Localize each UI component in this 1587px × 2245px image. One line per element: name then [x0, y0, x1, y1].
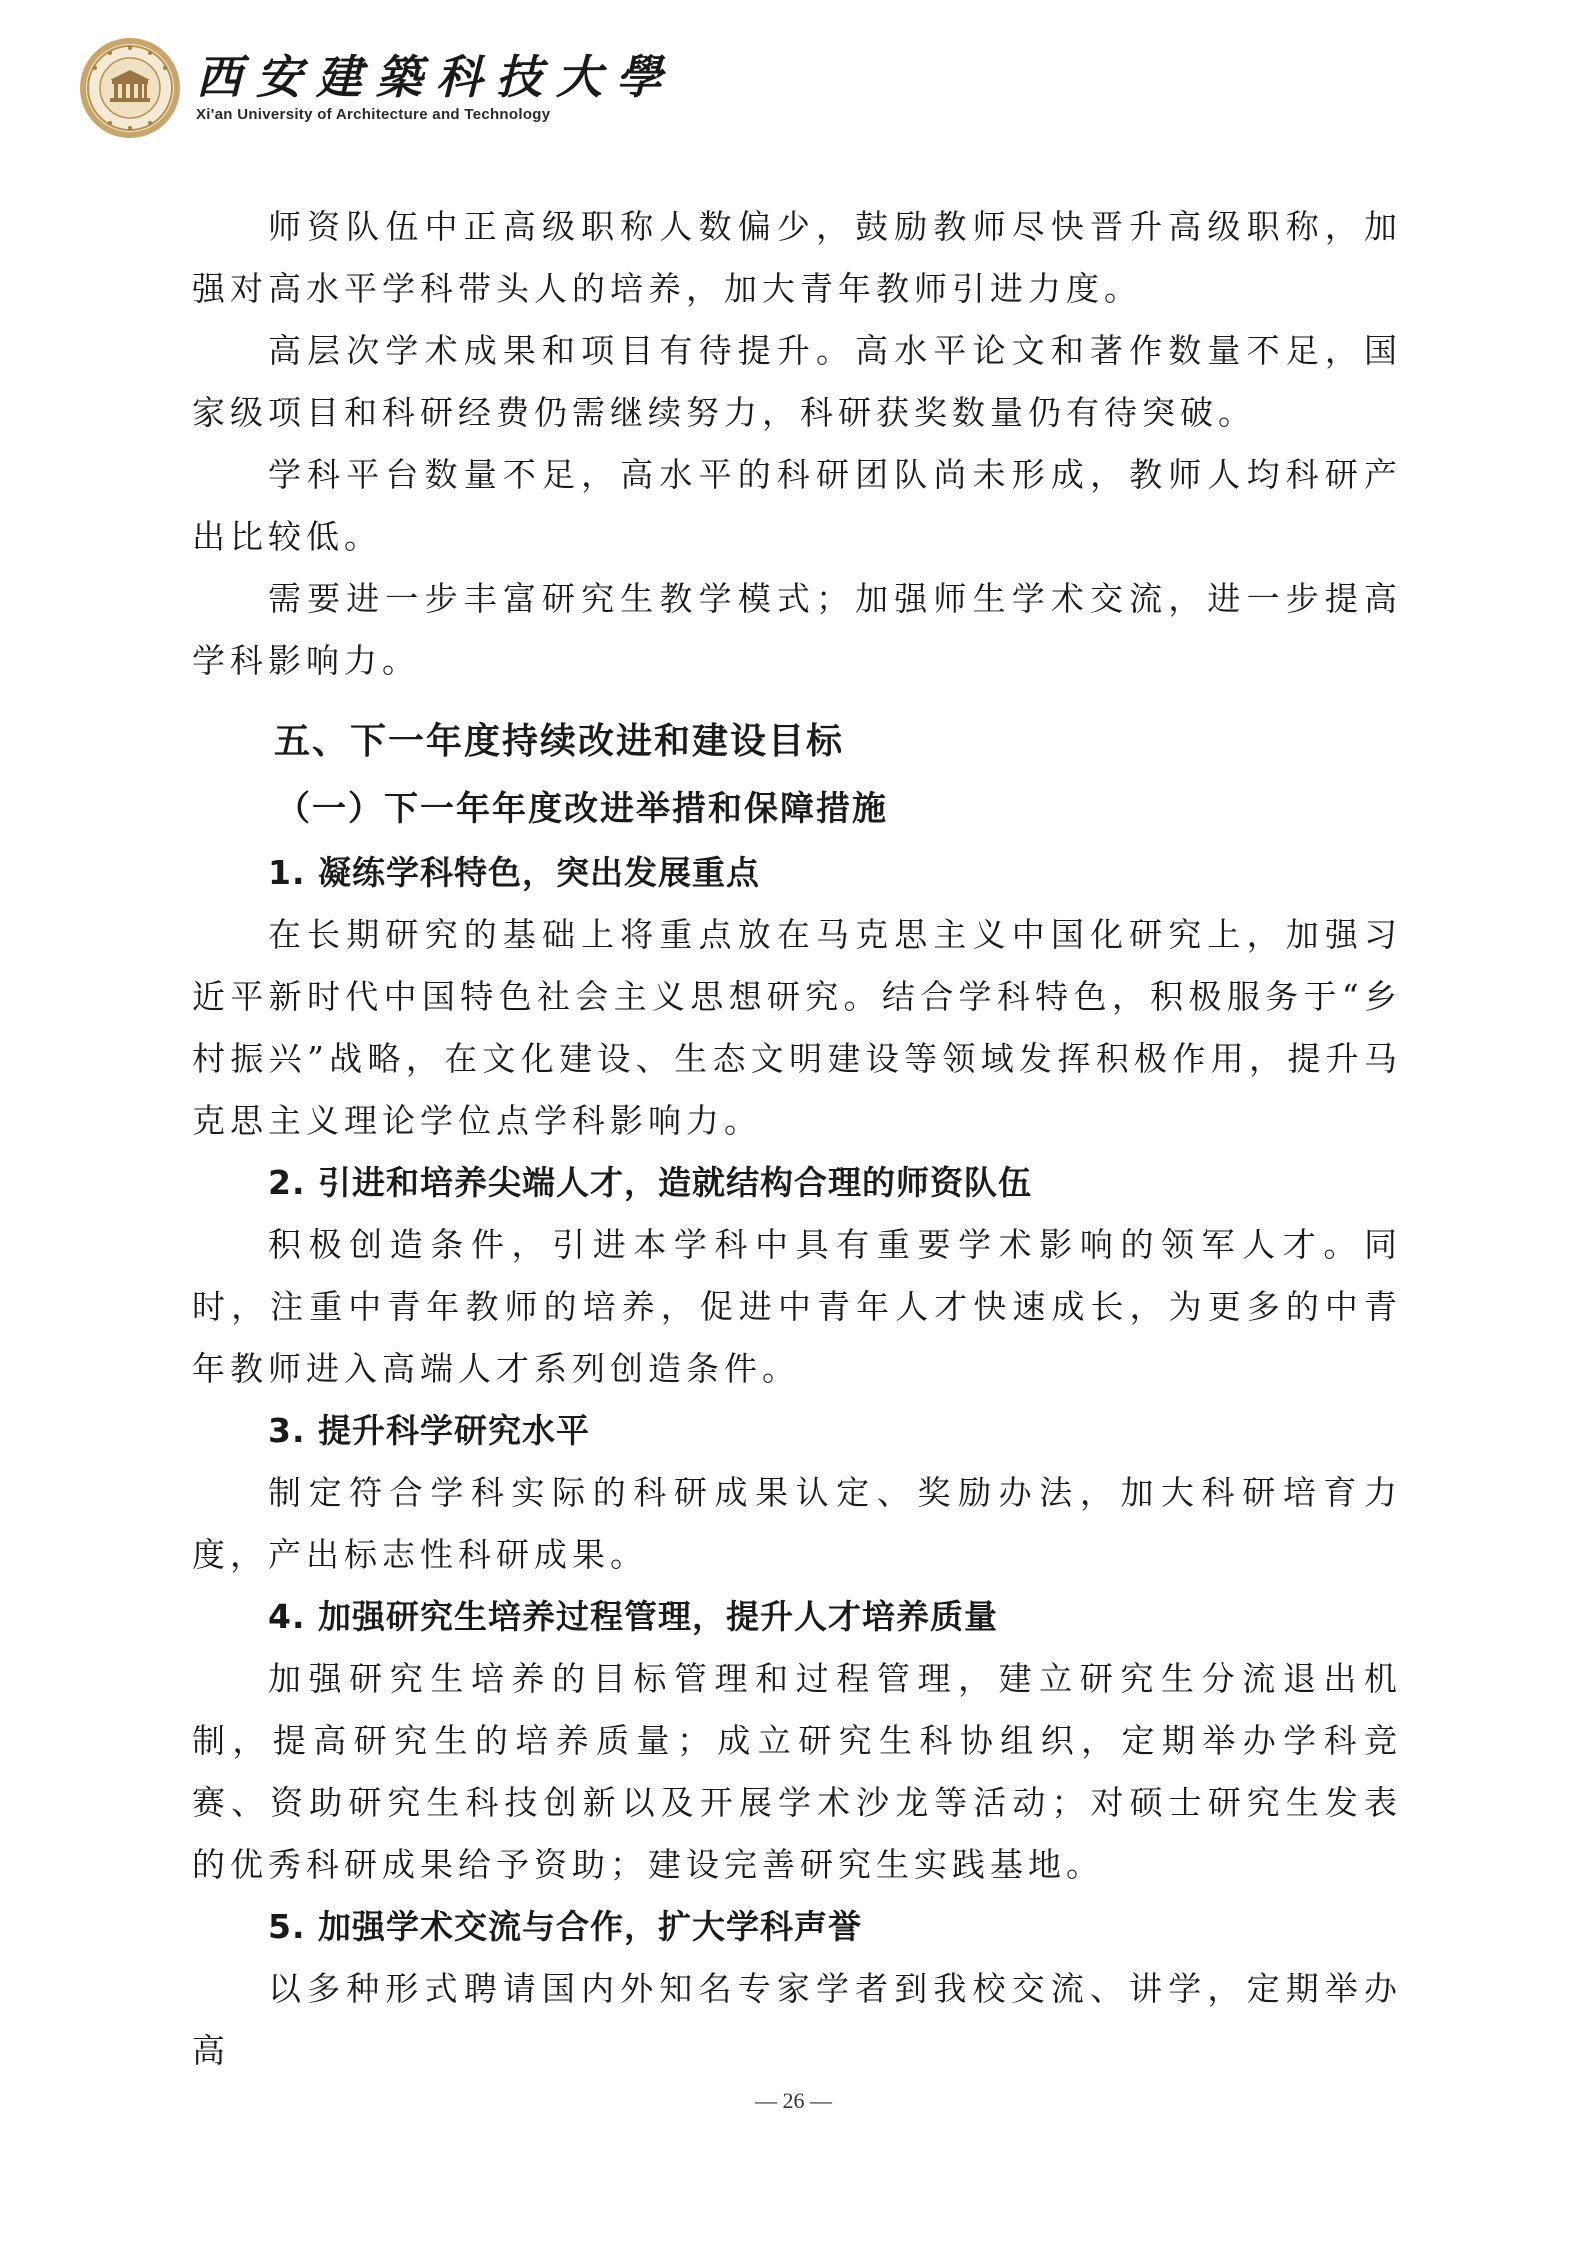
- paragraph: 加强研究生培养的目标管理和过程管理，建立研究生分流退出机制，提高研究生的培养质量；成立研究生科协组织，定期举办学科竞赛、资助研究生科技创新以及开展学术沙龙等活动；对硕士研究生发表的优秀科研成果给予资助；建设完善研究生实践基地。: [192, 1659, 1402, 1884]
- page-number: — 26 —: [755, 2088, 832, 2113]
- paragraph: 师资队伍中正高级职称人数偏少，鼓励教师尽快晋升高级职称，加强对高水平学科带头人的培养，加大青年教师引进力度。: [192, 207, 1402, 308]
- page-header: [78, 28, 676, 148]
- section-heading: 五、下一年度持续改进和建设目标: [274, 721, 845, 762]
- item-heading: 5. 加强学术交流与合作，扩大学科声誉: [268, 1907, 862, 1946]
- university-name-en: Xi'an University of Architecture and Technology: [196, 105, 551, 123]
- document-body: [192, 196, 1402, 2082]
- paragraph: 高层次学术成果和项目有待提升。高水平论文和著作数量不足，国家级项目和科研经费仍需继续努力，科研获奖数量仍有待突破。: [192, 331, 1402, 432]
- paragraph: 在长期研究的基础上将重点放在马克思主义中国化研究上，加强习近平新时代中国特色社会主义思想研究。结合学科特色，积极服务于“乡村振兴”战略，在文化建设、生态文明建设等领域发挥积极作用，提升马克思主义理论学位点学科影响力。: [192, 915, 1402, 1140]
- paragraph: 积极创造条件，引进本学科中具有重要学术影响的领军人才。同时，注重中青年教师的培养，促进中青年人才快速成长，为更多的中青年教师进入高端人才系列创造条件。: [192, 1225, 1402, 1388]
- paragraph: 需要进一步丰富研究生教学模式；加强师生学术交流，进一步提高学科影响力。: [192, 579, 1402, 680]
- university-name-cn: 西安建築科技大學: [196, 50, 676, 105]
- subsection-heading: （一）下一年年度改进举措和保障措施: [276, 789, 888, 829]
- paragraph: 学科平台数量不足，高水平的科研团队尚未形成，教师人均科研产出比较低。: [192, 455, 1402, 556]
- paragraph: 以多种形式聘请国内外知名专家学者到我校交流、讲学，定期举办高: [192, 1969, 1402, 2070]
- item-heading: 1. 凝练学科特色，突出发展重点: [268, 853, 760, 892]
- item-heading: 4. 加强研究生培养过程管理，提升人才培养质量: [268, 1597, 998, 1636]
- university-seal-icon: [78, 36, 182, 140]
- item-heading: 2. 引进和培养尖端人才，造就结构合理的师资队伍: [268, 1163, 1032, 1202]
- item-heading: 3. 提升科学研究水平: [268, 1411, 590, 1450]
- paragraph: 制定符合学科实际的科研成果认定、奖励办法，加大科研培育力度，产出标志性科研成果。: [192, 1473, 1402, 1574]
